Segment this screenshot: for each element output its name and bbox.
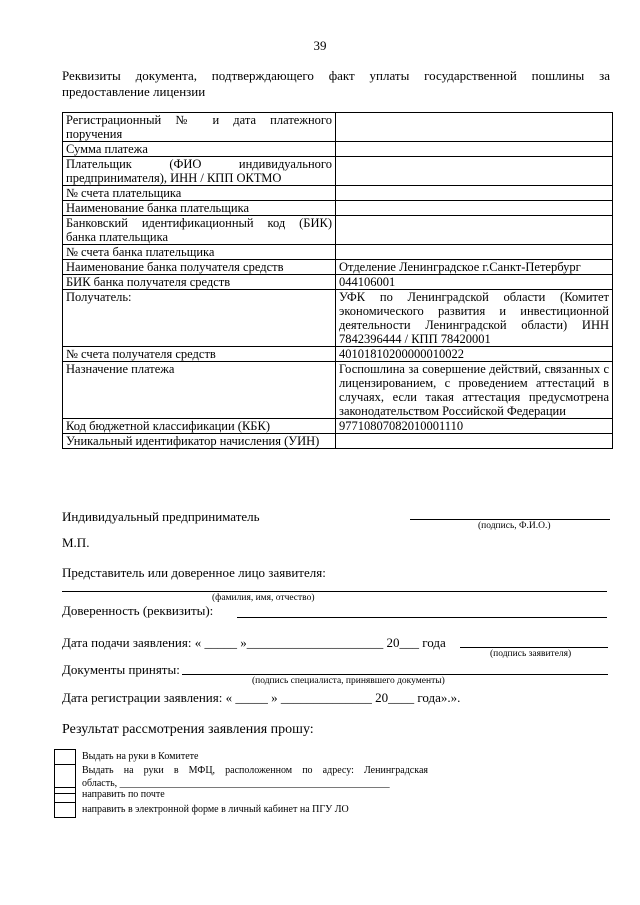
table-label: БИК банка получателя средств: [63, 275, 336, 290]
table-value[interactable]: [336, 434, 613, 449]
documents-accepted-label: Документы приняты:: [62, 662, 180, 677]
table-label: № счета плательщика: [63, 186, 336, 201]
table-value[interactable]: [336, 245, 613, 260]
table-label: Уникальный идентификатор начисления (УИН): [63, 434, 336, 449]
ip-label: Индивидуальный предприниматель: [62, 509, 260, 524]
table-label: Плательщик (ФИО индивидуального предпринимателя), ИНН / КПП ОКТМО: [63, 157, 336, 186]
representative-caption: (фамилия, имя, отчество): [212, 593, 315, 603]
table-row: [63, 275, 613, 290]
option-checkbox-post[interactable]: [54, 787, 76, 803]
table-label: Сумма платежа: [63, 142, 336, 157]
registration-date[interactable]: Дата регистрации заявления: « _____ » ______________ 20____ года».».: [62, 690, 461, 705]
table-value[interactable]: [336, 186, 613, 201]
intro-line-2: предоставление лицензии: [62, 84, 206, 99]
table-row: [63, 201, 613, 216]
table-label: № счета получателя средств: [63, 347, 336, 362]
table-value: 40101810200000010022: [336, 347, 613, 362]
table-label: Наименование банка плательщика: [63, 201, 336, 216]
table-value: УФК по Ленинградской области (Комитет экономического развития и инвестиционной деятельности Ленинградской области) ИНН 7842396444 / КПП 78420001: [336, 290, 613, 347]
applicant-signature-line[interactable]: [460, 647, 608, 648]
documents-accepted-caption: (подпись специалиста, принявшего документы): [252, 676, 445, 686]
documents-accepted-line[interactable]: [182, 674, 608, 675]
table-label: Банковский идентификационный код (БИК) банка плательщика: [63, 216, 336, 245]
option-label-mfc: Выдать на руки в МФЦ, расположенном по адресу: Ленинградская: [82, 765, 428, 776]
table-label: Код бюджетной классификации (КБК): [63, 419, 336, 434]
option-checkbox-electronic[interactable]: [54, 802, 76, 818]
table-value: 97710807082010001110: [336, 419, 613, 434]
table-value[interactable]: [336, 157, 613, 186]
table-row: [63, 290, 613, 347]
table-label: Получатель:: [63, 290, 336, 347]
table-value[interactable]: [336, 216, 613, 245]
mp-label: М.П.: [62, 535, 90, 550]
intro-line-1: Реквизиты документа, подтверждающего факт уплаты государственной пошлины за: [62, 68, 610, 83]
table-row: [63, 362, 613, 419]
table-row: [63, 216, 613, 245]
applicant-signature-caption: (подпись заявителя): [490, 649, 572, 659]
ip-signature-caption: (подпись, Ф.И.О.): [478, 521, 551, 531]
table-row: [63, 260, 613, 275]
table-value[interactable]: [336, 142, 613, 157]
option-checkbox-committee[interactable]: [54, 749, 76, 765]
table-row: [63, 186, 613, 201]
option-label-electronic: направить в электронной форме в личный кабинет на ПГУ ЛО: [82, 804, 349, 815]
power-of-attorney-label: Доверенность (реквизиты):: [62, 603, 214, 618]
table-label: Регистрационный № и дата платежного поручения: [63, 113, 336, 142]
page-number: 39: [313, 38, 327, 53]
table-row: [63, 113, 613, 142]
table-row: [63, 157, 613, 186]
table-row: [63, 419, 613, 434]
table-value[interactable]: [336, 113, 613, 142]
power-of-attorney-line[interactable]: [237, 617, 607, 618]
table-value[interactable]: [336, 201, 613, 216]
option-label-post: направить по почте: [82, 789, 165, 800]
table-label: № счета банка плательщика: [63, 245, 336, 260]
table-row: [63, 245, 613, 260]
payment-details-table: [62, 112, 613, 449]
result-heading: Результат рассмотрения заявления прошу:: [62, 722, 314, 737]
table-label: Назначение платежа: [63, 362, 336, 419]
table-label: Наименование банка получателя средств: [63, 260, 336, 275]
table-value: Госпошлина за совершение действий, связанных с лицензированием, с проведением аттестаций в случаях, если такая аттестация предусмотрена законодательством Российской Федерации: [336, 362, 613, 419]
option-label-mfc-address: область, ______________________________________________________: [82, 778, 390, 789]
intro-text: [62, 68, 610, 100]
table-row: [63, 434, 613, 449]
representative-name-line[interactable]: [62, 591, 607, 592]
option-label-committee: Выдать на руки в Комитете: [82, 751, 199, 762]
ip-signature-line[interactable]: [410, 519, 610, 520]
table-value: Отделение Ленинградское г.Санкт-Петербург: [336, 260, 613, 275]
table-value: 044106001: [336, 275, 613, 290]
representative-label: Представитель или доверенное лицо заявителя:: [62, 565, 326, 580]
table-row: [63, 142, 613, 157]
table-row: [63, 347, 613, 362]
submission-date[interactable]: Дата подачи заявления: « _____ »_____________________ 20___ года: [62, 635, 446, 650]
